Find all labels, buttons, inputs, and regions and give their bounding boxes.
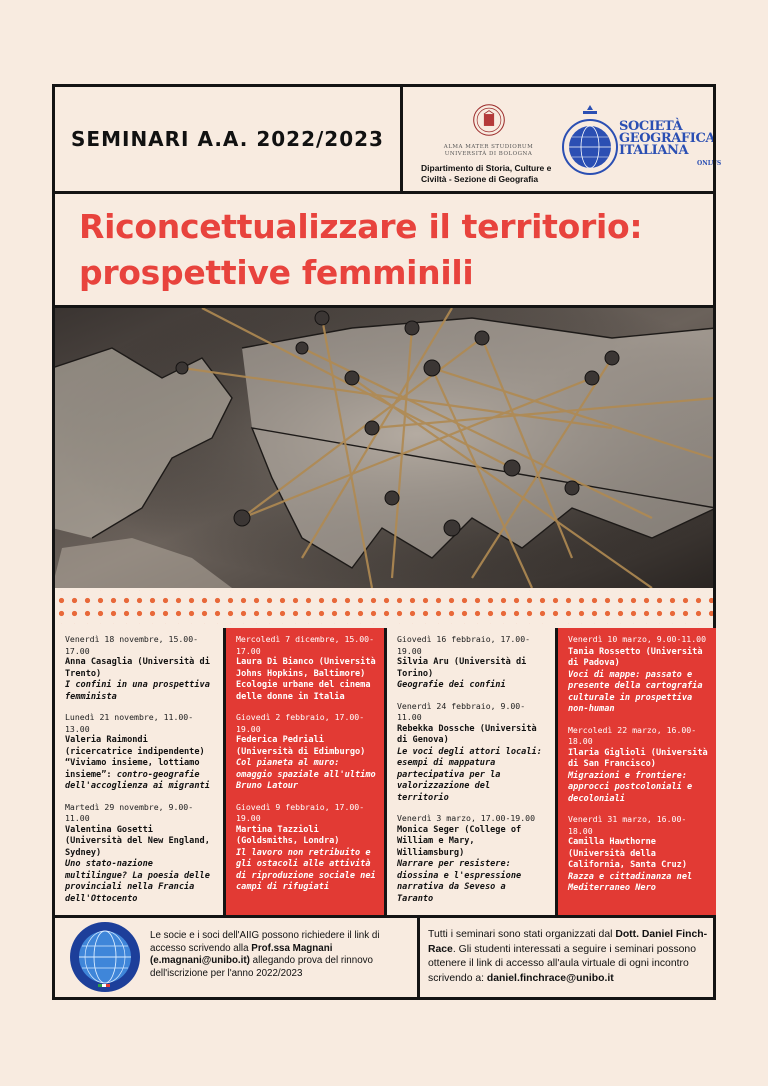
footer-left-a: Le socie e i soci dell'AIIG possono richiedere il link di accesso scrivendo alla [150, 930, 380, 954]
event-title: Migrazioni e frontiere: approcci postcoloniali e decoloniali [568, 770, 693, 804]
event-title: Le voci degli attori locali: esempi di mappatura partecipativa per la valorizzazione del territorio [397, 746, 542, 803]
seminar-event [65, 634, 215, 703]
event-speaker: Valentina Gosetti (Università del New England, Sydney) [65, 824, 210, 858]
event-title: Geografie dei confini [397, 680, 506, 690]
footer-right-a: Tutti i seminari sono stati organizzati dal [428, 929, 616, 940]
sgi-name-line2: GEOGRAFICA [619, 131, 716, 146]
event-date: Lunedì 21 novembre, 11.00-13.00 [65, 712, 194, 734]
footer-left-d: allegando prova del rinnovo dell'iscrizione per l'anno 2022/2023 [150, 955, 373, 979]
event-date: Giovedì 9 febbraio, 17.00-19.00 [236, 801, 365, 823]
event-date: Giovedì 2 febbraio, 17.00-19.00 [236, 712, 365, 734]
event-speaker: Ilaria Giglioli (Università di San Francisco) [568, 747, 708, 769]
seminar-event [236, 802, 376, 894]
unibo-line1: ALMA MATER STUDIORUM [443, 144, 534, 150]
event-title-quote: “Viviamo insieme, lottiamo insieme”: [65, 758, 200, 780]
event-speaker: Camilla Hawthorne (Università della California, Santa Cruz) [568, 837, 687, 870]
seminar-event [568, 814, 708, 895]
seminar-column-4 [555, 628, 716, 916]
sgi-onlus: ONLUS [697, 160, 722, 167]
footer-contact-name: Prof.ssa Magnani [251, 942, 333, 954]
seminar-event [236, 634, 376, 703]
department-name: Dipartimento di Storia, Culture e Civiltà - Sezione di Geografia [421, 163, 552, 184]
event-speaker: Rebekka Dossche (Università di Genova) [397, 723, 537, 745]
event-title: Narrare per resistere: diossina e l'espressione narrativa da Seveso a Taranto [397, 859, 522, 904]
title-line2: prospettive femminili [79, 253, 474, 292]
seminar-column-2 [223, 628, 387, 916]
seminar-event [397, 634, 547, 692]
seminar-event [397, 701, 547, 805]
event-speaker: Valeria Raimondi (ricercatrice indipendente) [65, 735, 205, 757]
footer-organizer-email[interactable]: daniel.finchrace@unibo.it [486, 972, 614, 984]
seminar-column-1 [55, 628, 223, 916]
event-speaker: Silvia Aru (Università di Torino) [397, 657, 527, 679]
aiig-logo-icon [68, 920, 142, 994]
sgi-name-line3: ITALIANA [619, 143, 689, 158]
event-date: Mercoledì 7 dicembre, 15.00-17.00 [236, 634, 375, 656]
event-date: Martedì 29 novembre, 9.00-11.00 [65, 801, 194, 823]
sgi-name-line1: SOCIETÀ [619, 119, 683, 134]
title-line1: Riconcettualizzare il territorio: [79, 207, 643, 246]
event-speaker: Laura Di Bianco (Università Johns Hopkins, Baltimore) [236, 657, 376, 679]
event-speaker: Federica Pedriali (Università di Edimburgo) [236, 735, 366, 757]
series-label: SEMINARI A.A. 2022/2023 [71, 127, 384, 151]
event-date: Giovedì 16 febbraio, 17.00-19.00 [397, 634, 531, 656]
footer-contact-email[interactable]: (e.magnani@unibo.it) [150, 955, 250, 966]
event-date: Venerdì 31 marzo, 16.00-18.00 [568, 814, 687, 836]
event-title: Ecologie urbane del cinema delle donne in Italia [236, 680, 371, 702]
event-date: Venerdì 3 marzo, 17.00-19.00 [397, 813, 536, 823]
event-date: Venerdì 10 marzo, 9.00-11.00 [568, 634, 707, 644]
event-speaker: Tania Rossetto (Università di Padova) [568, 646, 703, 668]
footer-left-text [150, 930, 412, 980]
footer-right-c: . Gli studenti interessati a seguire i seminari possono ottenere il link di accesso all'aula virtuale di ogni incontro scrivendo a: [428, 943, 696, 984]
seminar-column-3 [387, 628, 555, 916]
event-title: I confini in una prospettiva femminista [65, 680, 210, 702]
event-speaker: Monica Seger (College of William e Mary, Williamsburg) [397, 824, 522, 858]
event-title [65, 758, 215, 793]
seminar-event [568, 634, 708, 716]
unibo-line2: UNIVERSITÀ DI BOLOGNA [444, 151, 533, 157]
footer-divider [417, 915, 420, 1000]
footer-organizer-name: Dott. Daniel Finch-Race [428, 929, 708, 955]
seminar-event [65, 802, 215, 906]
event-speaker: Anna Casaglia (Università di Trento) [65, 657, 210, 679]
event-title: Col pianeta al muro: omaggio spaziale all'ultimo Bruno Latour [236, 758, 376, 791]
event-title: Il lavoro non retribuito e gli ostacoli alle attività di riproduzione sociale nei campi di rifugiati [236, 847, 376, 892]
event-date: Venerdì 18 novembre, 15.00-17.00 [65, 634, 199, 656]
event-title: Voci di mappe: passato e presente della cartografia culturale in prospettiva non-human [568, 669, 703, 714]
event-speaker: Martina Tazzioli (Goldsmiths, Londra) [236, 824, 340, 846]
seminar-event [568, 725, 708, 806]
event-title: Razza e cittadinanza nel Mediterraneo Nero [568, 871, 693, 893]
event-header [568, 634, 708, 670]
event-title: Uno stato-nazione multilingue? La poesia delle provinciali nella Francia dell'Ottocento [65, 859, 210, 904]
seminar-event [65, 712, 215, 793]
seminar-event [236, 712, 376, 793]
footer-right-text [428, 928, 710, 986]
seminar-event [397, 813, 547, 905]
event-date: Venerdì 24 febbraio, 9.00-11.00 [397, 700, 526, 722]
event-title-rest: contro-geografie dell'accoglienza ai migranti [65, 769, 210, 791]
event-date: Mercoledì 22 marzo, 16.00-18.00 [568, 724, 697, 746]
